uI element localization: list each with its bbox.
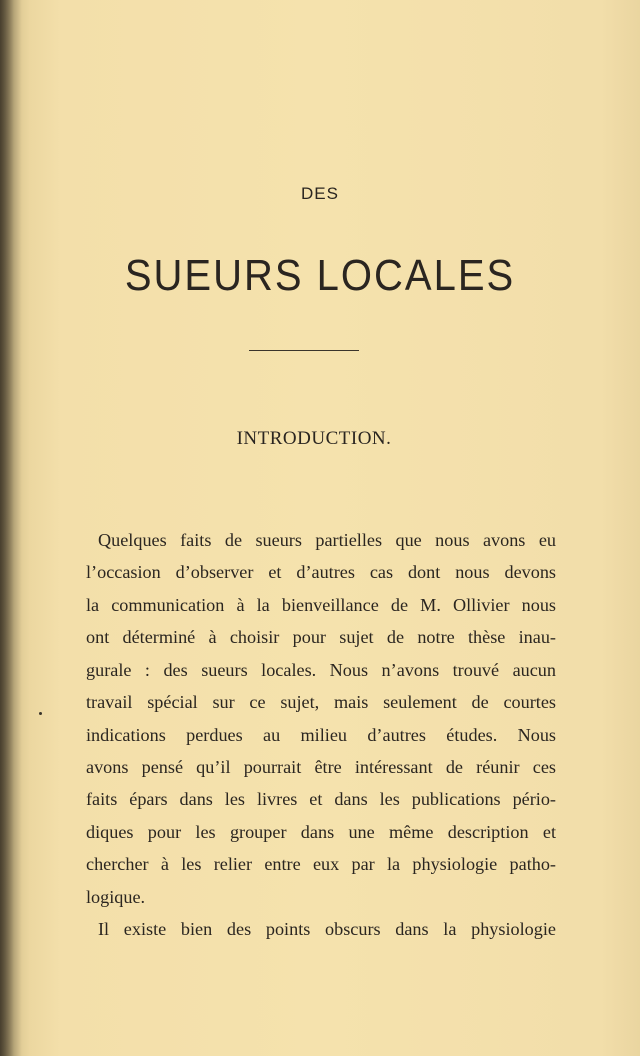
margin-speck <box>39 712 42 715</box>
pre-title: DES <box>301 184 339 203</box>
text-line: Il existe bien des points obscurs dans la physiologie <box>98 919 556 939</box>
text-line: Quelques faits de sueurs partielles que nous avons eu <box>98 530 556 550</box>
text-line: chercher à les relier entre eux par la physiologie patho- <box>86 854 556 874</box>
section-heading: INTRODUCTION. <box>236 428 392 449</box>
text-line: indications perdues au milieu d’autres études. Nous <box>86 725 556 745</box>
text-line: gurale : des sueurs locales. Nous n’avons trouvé aucun <box>86 660 556 680</box>
text-line: travail spécial sur ce sujet, mais seulement de courtes <box>86 692 556 712</box>
text-line: faits épars dans les livres et dans les publications pério- <box>86 789 556 809</box>
text-line: diques pour les grouper dans une même description et <box>86 822 556 842</box>
text-line: ont déterminé à choisir pour sujet de notre thèse inau- <box>86 627 556 647</box>
text-line: la communication à la bienveillance de M. Ollivier nous <box>86 595 556 615</box>
text-line: avons pensé qu’il pourrait être intéressant de réunir ces <box>86 757 556 777</box>
page-title: SUEURS LOCALES <box>124 252 516 300</box>
page-gutter-shadow <box>0 0 22 1056</box>
title-divider <box>249 350 359 351</box>
text-line: l’occasion d’observer et d’autres cas dont nous devons <box>86 562 556 582</box>
text-line: logique. <box>86 887 146 907</box>
